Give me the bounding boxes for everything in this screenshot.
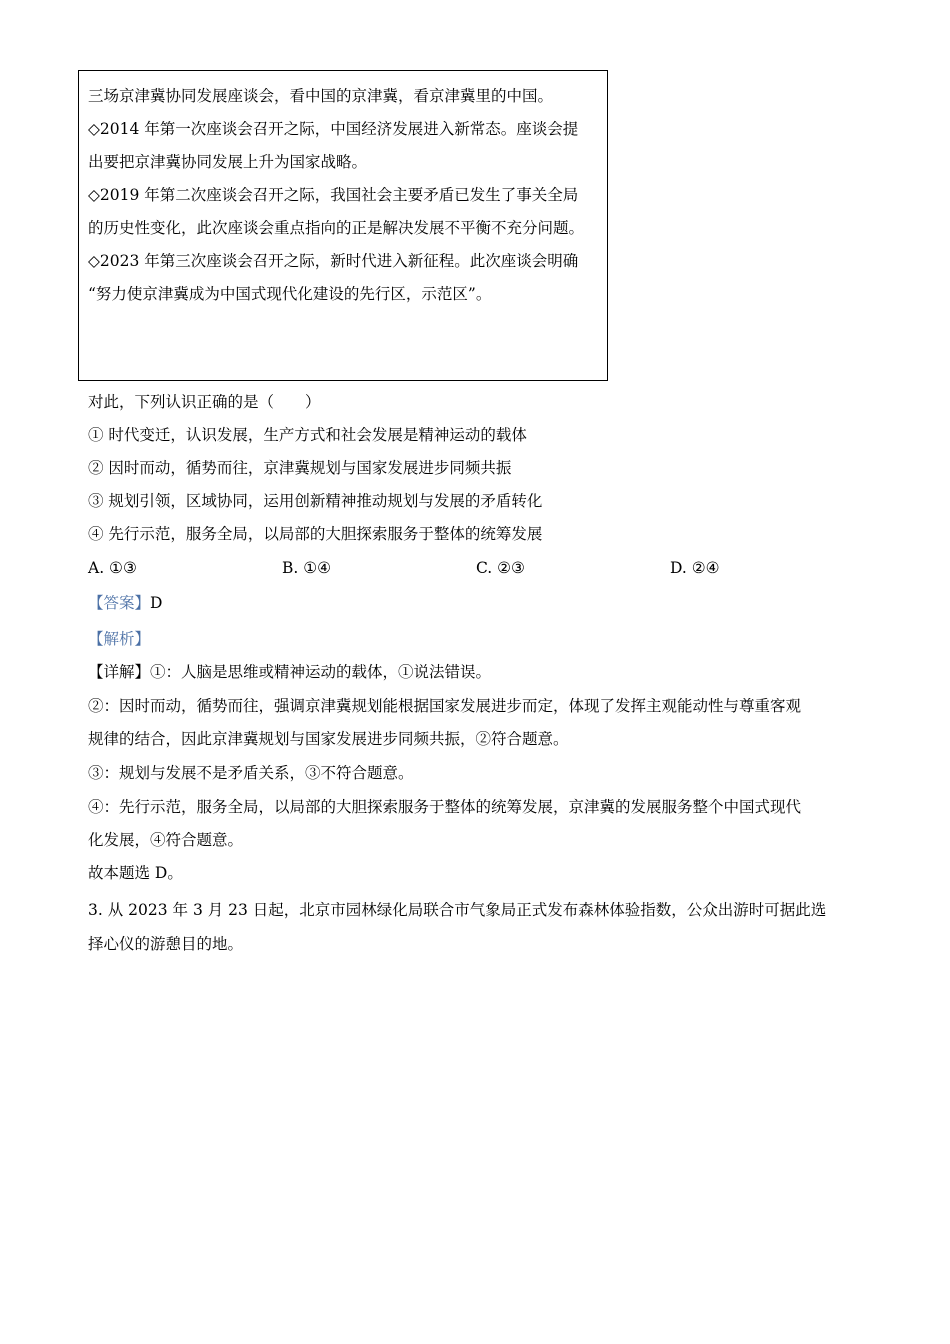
statement-3: ③ 规划引领，区域协同，运用创新精神推动规划与发展的矛盾转化 <box>88 492 543 510</box>
analysis-line: ①：人脑是思维或精神运动的载体，①说法错误。 <box>150 663 492 681</box>
material-line: ◇2023 年第三次座谈会召开之际，新时代进入新征程。此次座谈会明确 <box>88 252 579 270</box>
answer-line <box>88 593 162 613</box>
detail-line <box>88 662 491 682</box>
analysis-line: 规律的结合，因此京津冀规划与国家发展进步同频共振，②符合题意。 <box>88 730 569 748</box>
analysis-line: ③：规划与发展不是矛盾关系，③不符合题意。 <box>88 764 414 782</box>
analysis-line: ④：先行示范，服务全局，以局部的大胆探索服务于整体的统筹发展，京津冀的发展服务整个中国式现代 <box>88 798 802 816</box>
analysis-line: 化发展，④符合题意。 <box>88 831 244 849</box>
detail-label: 【详解】 <box>88 663 151 681</box>
material-line: 的历史性变化，此次座谈会重点指向的正是解决发展不平衡不充分问题。 <box>88 219 585 237</box>
statement-2: ② 因时而动，循势而往，京津冀规划与国家发展进步同频共振 <box>88 459 512 477</box>
analysis-conclusion: 故本题选 D。 <box>88 864 183 882</box>
choice-c: C. ②③ <box>476 559 525 577</box>
answer-value: D <box>150 594 163 612</box>
choice-d: D. ②④ <box>670 559 720 577</box>
material-line: ◇2014 年第一次座谈会召开之际，中国经济发展进入新常态。座谈会提 <box>88 120 579 138</box>
material-line: “努力使京津冀成为中国式现代化建设的先行区，示范区”。 <box>88 285 492 303</box>
next-question-line: 3. 从 2023 年 3 月 23 日起，北京市园林绿化局联合市气象局正式发布森林体验指数，公众出游时可据此选 <box>88 901 827 919</box>
statement-1: ① 时代变迁，认识发展，生产方式和社会发展是精神运动的载体 <box>88 426 527 444</box>
material-line: ◇2019 年第二次座谈会召开之际，我国社会主要矛盾已发生了事关全局 <box>88 186 579 204</box>
answer-label: 【答案】 <box>88 594 151 612</box>
choice-b: B. ①④ <box>282 559 332 577</box>
choice-a: A. ①③ <box>88 559 137 577</box>
material-line: 三场京津冀协同发展座谈会，看中国的京津冀，看京津冀里的中国。 <box>88 87 554 105</box>
material-line: 出要把京津冀协同发展上升为国家战略。 <box>88 153 368 171</box>
analysis-label: 【解析】 <box>88 630 151 648</box>
question-stem: 对此，下列认识正确的是（ ） <box>88 393 321 411</box>
statement-4: ④ 先行示范，服务全局，以局部的大胆探索服务于整体的统筹发展 <box>88 525 543 543</box>
next-question-line: 择心仪的游憩目的地。 <box>88 935 244 953</box>
analysis-line: ②：因时而动，循势而往，强调京津冀规划能根据国家发展进步而定，体现了发挥主观能动性与尊重客观 <box>88 697 802 715</box>
analysis-heading <box>88 629 150 649</box>
